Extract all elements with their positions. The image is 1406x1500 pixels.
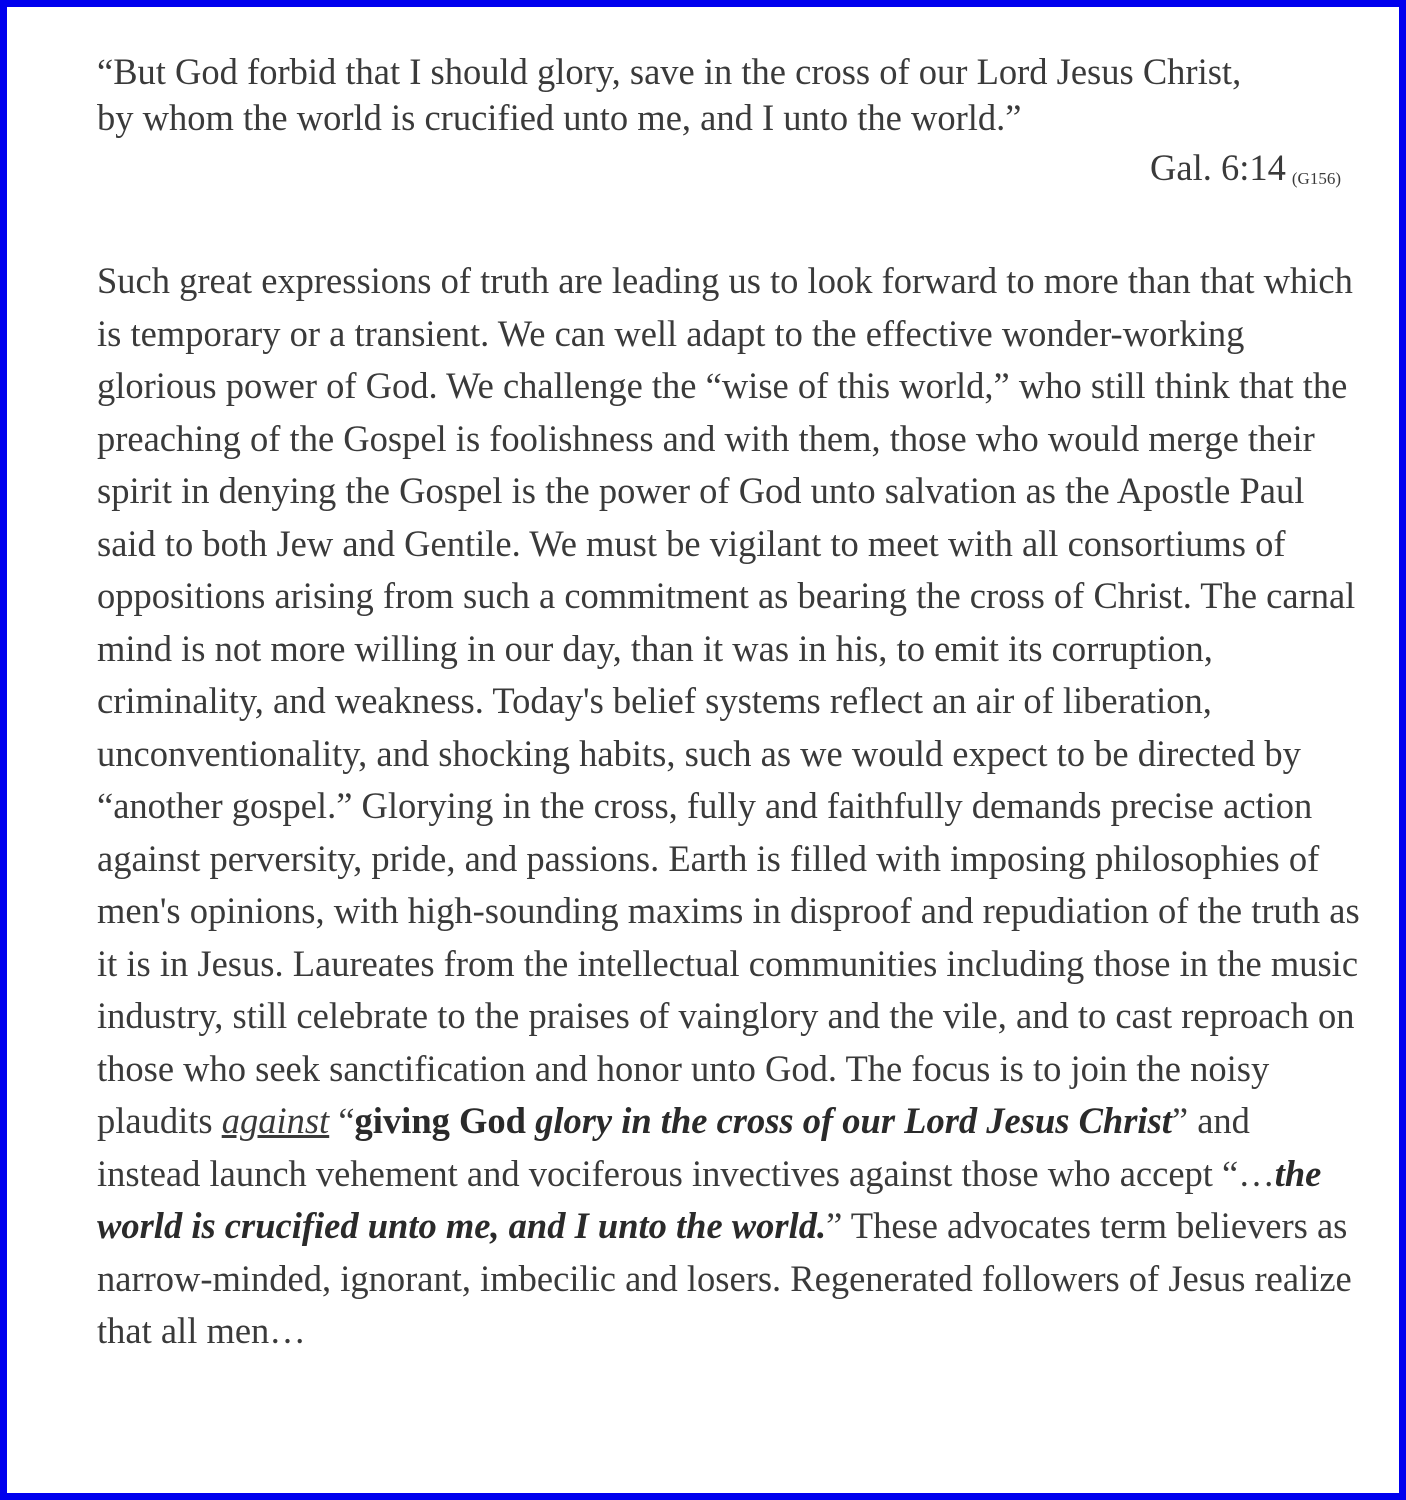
bold-italic-phrase-2: the world is crucified unto me, and I unto the world. <box>97 1152 1322 1246</box>
emphasis-against: against <box>221 1100 330 1141</box>
bold-italic-phrase-1: glory in the cross of our Lord Jesus Christ <box>535 1100 1172 1141</box>
body-part-1: Such great expressions of truth are leading us to look forward to more than that which is temporary or a transient. We can well adapt to the effective wonder-working glorious power of God. We challenge the “wise of this world,” who still think that the preaching of the Gospel is foolishness and with them, those who would merge their spirit in denying the Gospel is the power of God unto salvation as the Apostle Paul said to both Jew and Gentile. We must be vigilant to meet with all consortiums of oppositions arising from such a commitment as bearing the cross of Christ. The carnal mind is not more willing in our day, than it was in his, to emit its corruption, criminality, and weakness. Today's belief systems reflect an air of liberation, unconventionality, and shocking habits, such as we would expect to be directed by “another gospel.” Glorying in the cross, fully and faithfully demands precise action against perversity, pride, and passions. Earth is filled with imposing philosophies of men's opinions, with high-sounding maxims in disproof and repudiation of the truth as it is in Jesus. Laureates from the intellectual communities including those in the music industry, still celebrate to the praises of vainglory and the vile, and to cast reproach on those who seek sanctification and honor unto God. The focus is to join the noisy plaudits <box>97 260 1360 1141</box>
scripture-reference <box>97 145 1357 202</box>
epigraph-quote: “But God forbid that I should glory, save in the cross of our Lord Jesus Christ, by whom the world is crucified unto me, and I unto the world.” <box>97 51 1242 138</box>
body-part-3: ” and instead launch vehement and vociferous invectives against those who accept “… <box>97 1100 1275 1194</box>
body-paragraph <box>97 255 1362 1358</box>
reference-code: (G156) <box>1291 169 1341 188</box>
bold-phrase-1: giving God <box>354 1100 536 1141</box>
body-part-4: ” These advocates term believers as narrow-minded, ignorant, imbecilic and losers. Regenerated followers of Jesus realize that all men… <box>97 1205 1352 1351</box>
body-part-2: “ <box>329 1100 355 1141</box>
document-content <box>97 49 1360 1358</box>
reference-text: Gal. 6:14 <box>1150 147 1286 188</box>
